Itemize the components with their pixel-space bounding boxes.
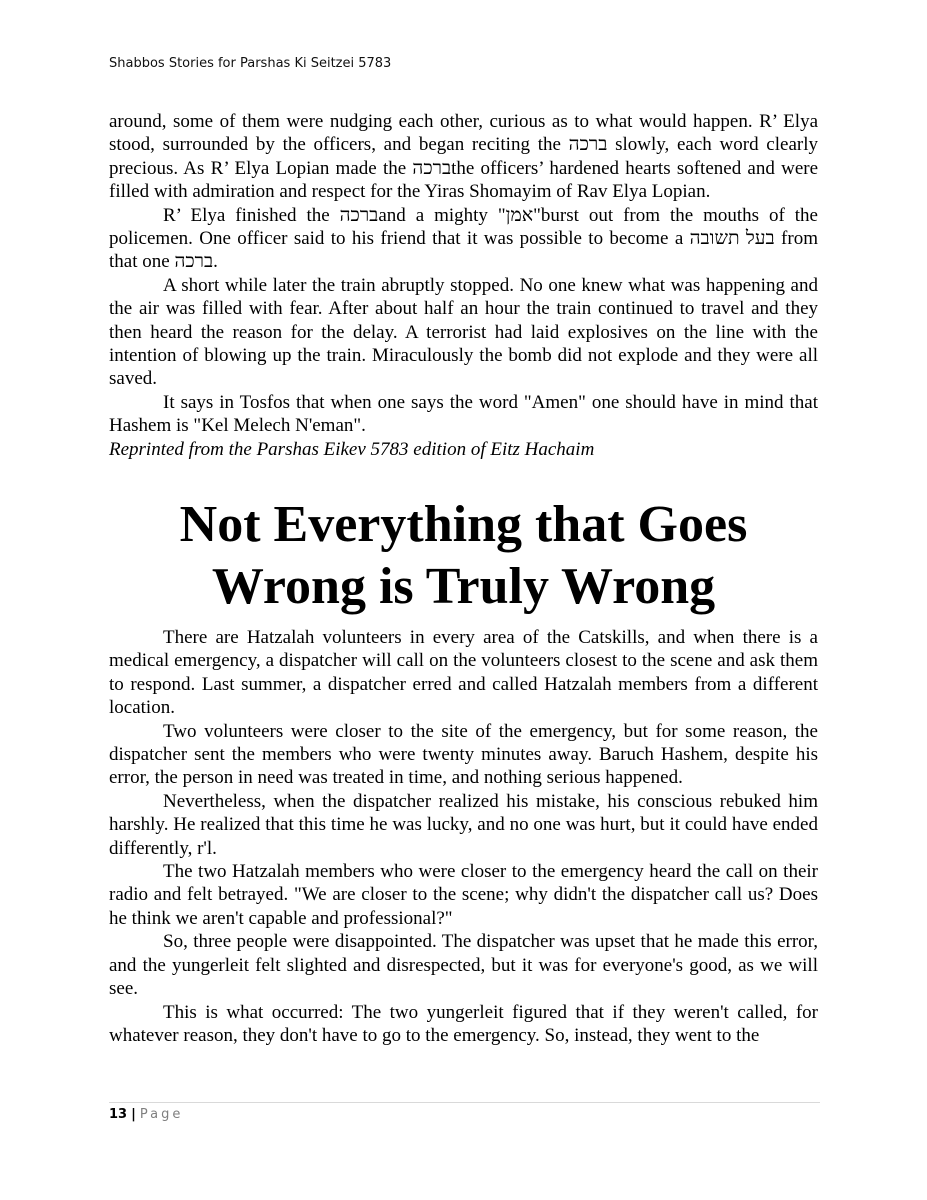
paragraph: It says in Tosfos that when one says the word "Amen" one should have in mind that Hashem is "Kel Melech N'eman". — [109, 391, 818, 437]
paragraph: The two Hatzalah members who were closer to the emergency heard the call on their radio and felt betrayed. "We are closer to the scene; why didn't the dispatcher call us? Does he think we aren't capable and professional?" — [109, 861, 818, 929]
page-number: 13 — [109, 1107, 128, 1122]
paragraph: This is what occurred: The two yungerleit figured that if they weren't called, for whatever reason, they don't have to go to the emergency. So, instead, they went to the — [109, 1001, 818, 1046]
footer-divider — [109, 1102, 820, 1103]
paragraph: A short while later the train abruptly stopped. No one knew what was happening and the air was filled with fear. After about half an hour the train continued to travel and they then heard the reason for the delay. A terrorist had laid explosives on the line with the intention of blowing up the train. Miraculously the bomb did not explode and they were all saved. — [109, 274, 818, 390]
paragraph: R’ Elya finished the ברכהand a mighty "אמן"burst out from the mouths of the policemen. One officer said to his friend that it was possible to become a בעל תשובה from that one ברכה. — [109, 204, 818, 273]
running-header: Shabbos Stories for Parshas Ki Seitzei 5783 — [109, 56, 392, 71]
title-line: Wrong is Truly Wrong — [211, 558, 716, 615]
title-line: Not Everything that Goes — [179, 496, 748, 553]
article-title — [109, 494, 818, 618]
paragraph: There are Hatzalah volunteers in every area of the Catskills, and when there is a medical emergency, a dispatcher will call on the volunteers closest to the scene and ask them to respond. Last summer, a dispatcher erred and called Hatzalah members from a different location. — [109, 627, 818, 719]
reprint-credit: Reprinted from the Parshas Eikev 5783 edition of Eitz Hachaim — [109, 438, 595, 460]
footer-separator: | — [131, 1107, 136, 1122]
article-continuation — [109, 110, 818, 461]
page-label: Page — [139, 1107, 184, 1122]
paragraph: Two volunteers were closer to the site of the emergency, but for some reason, the dispatcher sent the members who were twenty minutes away. Baruch Hashem, despite his error, the person in need was treated in time, and nothing serious happened. — [109, 720, 818, 789]
paragraph: So, three people were disappointed. The dispatcher was upset that he made this error, and the yungerleit felt slighted and disrespected, but it was for everyone's good, as we will see. — [109, 931, 818, 1000]
page-footer — [109, 1107, 183, 1122]
paragraph: Nevertheless, when the dispatcher realized his mistake, his conscious rebuked him harshly. He realized that this time he was lucky, and no one was hurt, but it could have ended differently, r'l. — [109, 790, 818, 859]
paragraph: around, some of them were nudging each other, curious as to what would happen. R’ Elya stood, surrounded by the officers, and began reciting the ברכה slowly, each word clearly precious. As R’ Elya Lopian made the ברכהthe officers’ hardened hearts softened and were filled with admiration and respect for the Yiras Shomayim of Rav Elya Lopian. — [109, 111, 819, 203]
article-body — [109, 626, 818, 1047]
